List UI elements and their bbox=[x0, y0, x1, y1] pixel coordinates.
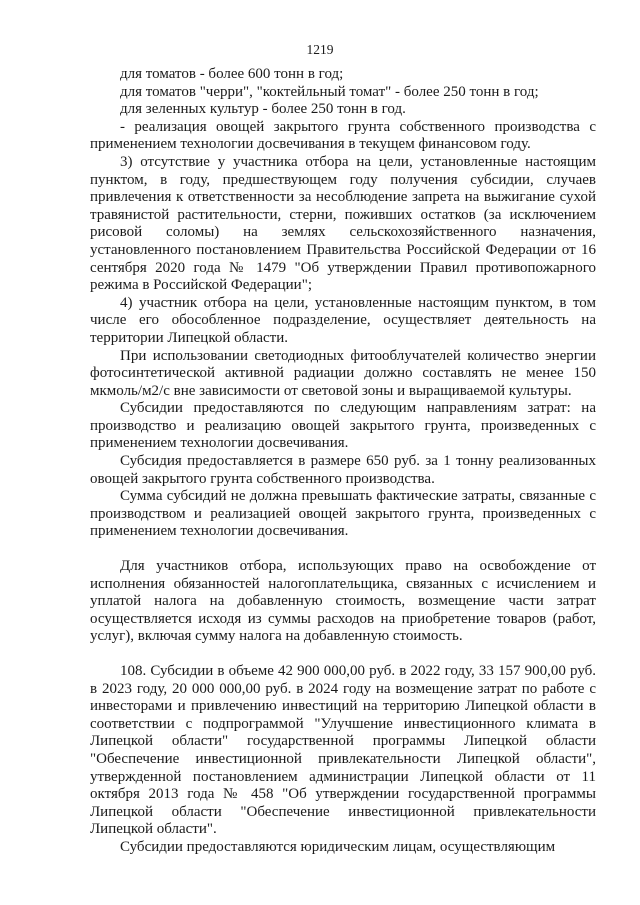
page-number: 1219 bbox=[306, 42, 334, 57]
paragraph: 108. Субсидии в объеме 42 900 000,00 руб. в 2022 году, 33 157 900,00 руб. в 2023 году, 20 000 000,00 руб. в 2024 году на возмещение затрат по работе с инвесторами и привлечению инвестиций на территорию Липецкой области в соответствии с подпрограммой "Улучшение инвестиционного климата в Липецкой области" государственной программы Липецкой области "Обеспечение инвестиционной привлекательности Липецкой области", утвержденной постановлением администрации Липецкой области от 11 октября 2013 года № 458 "Об утверждении государственной программы Липецкой области "Обеспечение инвестиционной привлекательности Липецкой области". bbox=[90, 663, 596, 838]
paragraph: Для участников отбора, использующих право на освобождение от исполнения обязанностей налогоплательщика, связанных с исчислением и уплатой налога на добавленную стоимость, возмещение части затрат осуществляется исходя из суммы расходов на приобретение товаров (работ, услуг), включая сумму налога на добавленную стоимость. bbox=[90, 558, 596, 645]
paragraph: для зеленных культур - более 250 тонн в год. bbox=[120, 101, 406, 118]
paragraph: - реализация овощей закрытого грунта собственного производства с применением технологии досвечивания в текущем финансовом году. bbox=[90, 118, 596, 153]
paragraph: для томатов "черри", "коктейльный томат" - более 250 тонн в год; bbox=[120, 83, 539, 100]
paragraph: Сумма субсидий не должна превышать фактические затраты, связанные с производством и реализацией овощей закрытого грунта, произведенных с применением технологии досвечивания. bbox=[90, 488, 596, 540]
document-body bbox=[90, 66, 596, 857]
paragraph: 3) отсутствие у участника отбора на цели, установленные настоящим пунктом, в году, предшествующем году получения субсидии, случаев привлечения к ответственности за несоблюдение запрета на выжигание сухой травянистой растительности, стерни, поживших остатков (за исключением рисовой соломы) на землях сельскохозяйственного назначения, установленного постановлением Правительства Российской Федерации от 16 сентября 2020 года № 1479 "Об утверждении Правил противопожарного режима в Российской Федерации"; bbox=[90, 153, 596, 294]
paragraph: Субсидия предоставляется в размере 650 руб. за 1 тонну реализованных овощей закрытого грунта собственного производства. bbox=[90, 453, 596, 487]
paragraph: для томатов - более 600 тонн в год; bbox=[120, 66, 344, 82]
paragraph: Субсидии предоставляются по следующим направлениям затрат: на производство и реализацию овощей закрытого грунта, произведенных с применением технологии досвечивания. bbox=[90, 400, 596, 452]
paragraph: 4) участник отбора на цели, установленные настоящим пунктом, в том числе его обособленное подразделение, осуществляет деятельность на территории Липецкой области. bbox=[90, 294, 596, 346]
paragraph: Субсидии предоставляются юридическим лицам, осуществляющим bbox=[120, 838, 556, 855]
paragraph: При использовании светодиодных фитооблучателей количество энергии фотосинтетической активной радиации должно составлять не менее 150 мкмоль/м2/с вне зависимости от световой зоны и выращиваемой культуры. bbox=[90, 347, 596, 399]
